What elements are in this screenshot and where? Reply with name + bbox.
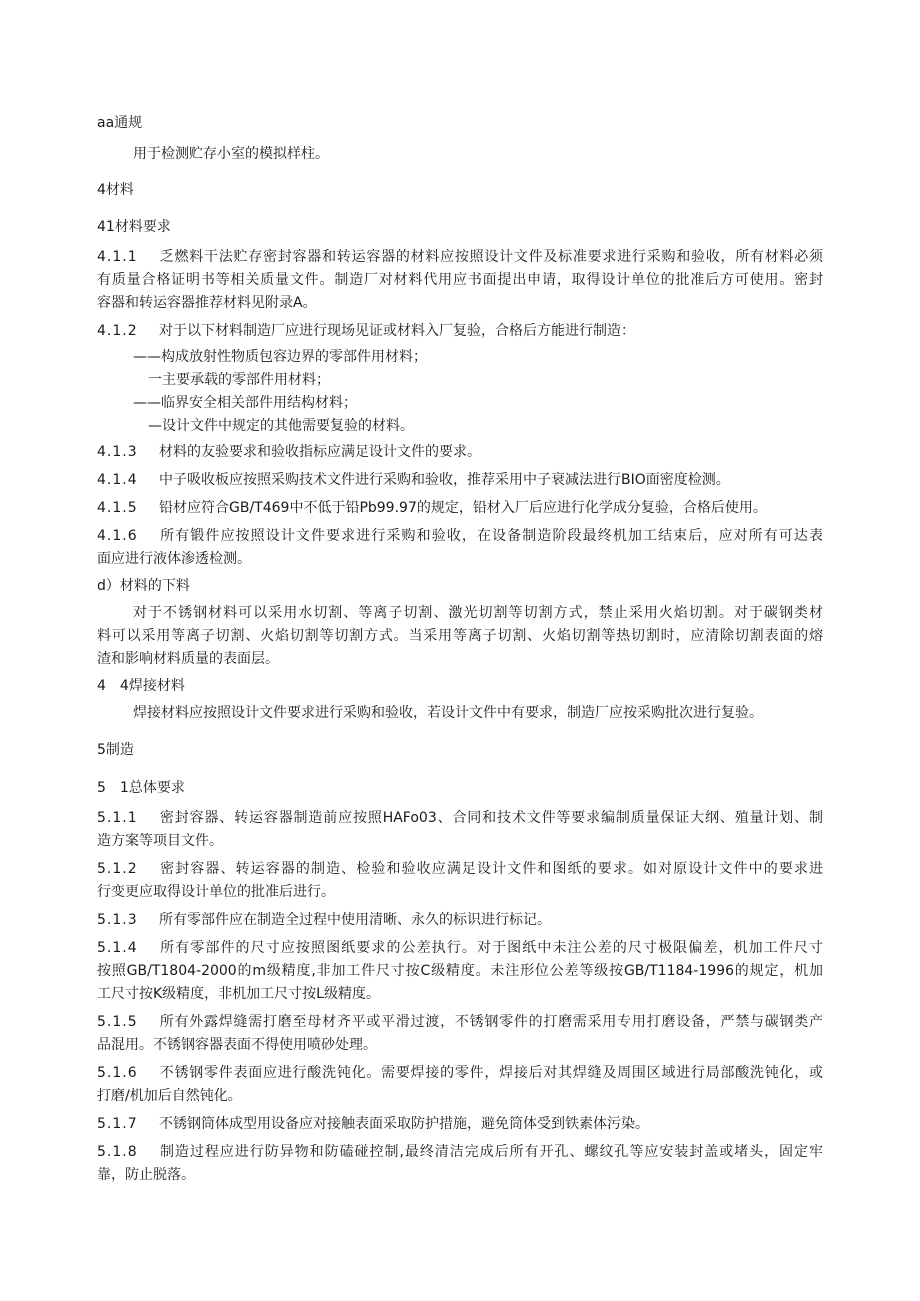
list-item: ——临界安全相关部件用结构材料；	[133, 395, 357, 411]
clause-number: 5.1.3	[97, 912, 138, 928]
heading-manufacturing: 5制造	[97, 742, 134, 758]
cutting-line1: 对于不锈钢材料可以采用水切割、等离子切割、激光切割等切割方式，禁止采用火焰切割。对于碳钢类材	[133, 605, 823, 621]
clause-number: 4.1.4	[97, 472, 138, 488]
general-body: 用于检测贮存小室的模拟样柱。	[133, 146, 329, 162]
clause-number: 4.1.6	[97, 528, 138, 544]
clause-number: 5.1.7	[97, 1116, 138, 1132]
clause-5-1-5-line1: 5.1.5 所有外露焊缝需打磨至母材齐平或平滑过渡，不锈钢零件的打磨需采用专用打磨设备，严禁与碳钢类产	[97, 1014, 823, 1030]
heading-material-cutting: d）材料的下料	[97, 578, 190, 594]
clause-5-1-7: 5.1.7 不锈钢筒体成型用设备应对接触表面采取防护措施，避免筒体受到铁素体污染。	[97, 1116, 649, 1132]
clause-5-1-6-line2: 打磨/机加后自然钝化。	[97, 1088, 242, 1104]
clause-5-1-8-line2: 靠，防止脱落。	[97, 1167, 195, 1183]
heading-material-requirements: 41材料要求	[97, 219, 171, 235]
cutting-line3: 渣和影响材料质量的表面层。	[97, 651, 279, 667]
clause-4-1-6-line1: 4.1.6 所有锻件应按照设计文件要求进行采购和验收，在设备制造阶段最终机加工结束后，应对所有可达表	[97, 528, 823, 544]
clause-number: 5.1.4	[97, 940, 138, 956]
clause-5-1-3: 5.1.3 所有零部件应在制造全过程中使用清晰、永久的标识进行标记。	[97, 912, 551, 928]
clause-5-1-5-line2: 品混用。不锈钢容器表面不得使用喷砂处理。	[97, 1037, 377, 1053]
clause-number: 5.1.6	[97, 1065, 138, 1081]
clause-5-1-4-line2: 按照GB/T1804-2000的m级精度,非加工件尺寸按C级精度。未注形位公差等级按GB/T1184-1996的规定，机加	[97, 963, 823, 979]
clause-4-1-3: 4.1.3 材料的友验要求和验收指标应满足设计文件的要求。	[97, 444, 481, 460]
clause-4-1-1-line3: 容器和转运容器推荐材料见附录A。	[97, 295, 317, 311]
clause-4-1-5: 4.1.5 铅材应符合GB/T469中不低于铅Pb99.97的规定，铅材入厂后应进行化学成分复验，合格后使用。	[97, 500, 767, 516]
list-item: —设计文件中规定的其他需要复验的材料。	[148, 418, 414, 434]
clause-5-1-1-line2: 造方案等项目文件。	[97, 833, 223, 849]
heading-general-requirements: 5 1总体要求	[97, 780, 185, 796]
list-item: 一主要承载的零部件用材料；	[148, 372, 330, 388]
clause-number: 5.1.5	[97, 1014, 138, 1030]
clause-4-1-1-line2: 有质量合格证明书等相关质量文件。制造厂对材料代用应书面提出申请，取得设计单位的批准后方可使用。密封	[97, 272, 823, 288]
clause-5-1-6-line1: 5.1.6 不锈钢零件表面应进行酸洗钝化。需要焊接的零件，焊接后对其焊缝及周围区域进行局部酸洗钝化，或	[97, 1065, 823, 1081]
clause-5-1-4-line3: 工尺寸按K级精度，非机加工尺寸按L级精度。	[97, 986, 380, 1002]
clause-5-1-2-line1: 5.1.2 密封容器、转运容器的制造、检验和验收应满足设计文件和图纸的要求。如对原设计文件中的要求进	[97, 861, 823, 877]
heading-materials: 4材料	[97, 182, 134, 198]
clause-4-1-4: 4.1.4 中子吸收板应按照采购技术文件进行采购和验收，推荐采用中子衰减法进行BIO面密度检测。	[97, 472, 730, 488]
heading-welding-materials: 4 4焊接材料	[97, 678, 185, 694]
heading-general: aa通规	[97, 115, 143, 131]
clause-4-1-6-line2: 面应进行液体渗透检测。	[97, 551, 251, 567]
clause-4-1-1-line1: 4.1.1 乏燃料干法贮存密封容器和转运容器的材料应按照设计文件及标准要求进行采购和验收，所有材料必须	[97, 249, 823, 265]
clause-4-1-2: 4.1.2 对于以下材料制造厂应进行现场见证或材料入厂复验，合格后方能进行制造：	[97, 323, 635, 339]
clause-number: 4.1.1	[97, 249, 138, 265]
clause-5-1-1-line1: 5.1.1 密封容器、转运容器制造前应按照HAFo03、合同和技术文件等要求编制质量保证大纲、殖量计划、制	[97, 810, 823, 826]
clause-5-1-8-line1: 5.1.8 制造过程应进行防异物和防磕碰控制,最终清洁完成后所有开孔、螺纹孔等应安装封盖或堵头，固定牢	[97, 1144, 823, 1160]
clause-number: 5.1.8	[97, 1144, 138, 1160]
welding-body: 焊接材料应按照设计文件要求进行采购和验收，若设计文件中有要求，制造厂应按采购批次进行复验。	[133, 705, 763, 721]
clause-number: 4.1.2	[97, 323, 138, 339]
clause-number: 5.1.1	[97, 810, 138, 826]
cutting-line2: 料可以采用等离子切割、火焰切割等切割方式。当采用等离子切割、火焰切割等热切割时，应清除切割表面的熔	[97, 628, 823, 644]
list-item: ——构成放射性物质包容边界的零部件用材料；	[133, 349, 427, 365]
clause-number: 4.1.3	[97, 444, 138, 460]
clause-number: 4.1.5	[97, 500, 138, 516]
clause-5-1-2-line2: 行变更应取得设计单位的批准后进行。	[97, 884, 335, 900]
clause-5-1-4-line1: 5.1.4 所有零部件的尺寸应按照图纸要求的公差执行。对于图纸中未注公差的尺寸极限偏差，机加工件尺寸	[97, 940, 823, 956]
clause-number: 5.1.2	[97, 861, 138, 877]
